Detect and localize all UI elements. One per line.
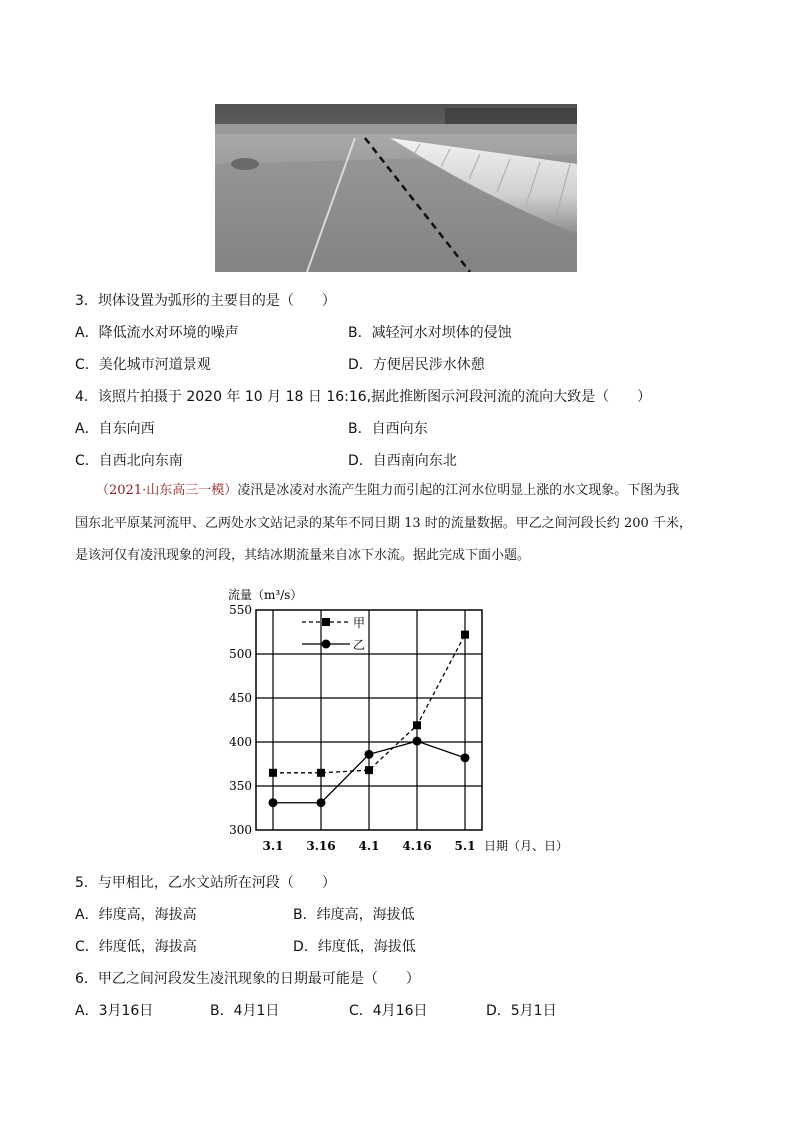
data-point-yi — [269, 798, 278, 807]
data-point-yi — [461, 753, 470, 762]
q3-option-b[interactable]: B．减轻河水对坝体的侵蚀 — [348, 325, 512, 341]
q6-option-a[interactable]: A．3月16日 — [75, 1003, 154, 1019]
source-tag: （2021·山东高三一模） — [96, 483, 238, 498]
q4-option-d[interactable]: D．自西南向东北 — [348, 453, 457, 469]
data-point-jia — [365, 766, 373, 774]
y-tick-label: 450 — [229, 691, 252, 705]
q4-option-b[interactable]: B．自西向东 — [348, 421, 428, 437]
q6-option-b[interactable]: B．4月1日 — [210, 1003, 280, 1019]
q3-option-a[interactable]: A．降低流水对环境的噪声 — [75, 325, 239, 341]
data-point-yi — [317, 798, 326, 807]
data-point-yi — [365, 750, 374, 759]
q5-stem: 5．与甲相比，乙水文站所在河段（ ） — [75, 875, 336, 891]
data-point-jia — [413, 721, 421, 729]
x-tick-label: 4.16 — [402, 839, 432, 853]
q3-option-c[interactable]: C．美化城市河道景观 — [75, 357, 211, 373]
legend-marker — [322, 618, 330, 626]
y-tick-label: 550 — [229, 603, 252, 617]
y-axis-label: 流量（m³/s） — [228, 588, 303, 602]
data-point-jia — [461, 631, 469, 639]
intro-line-1: （2021·山东高三一模）凌汛是冰凌对水流产生阻力而引起的江河水位明显上涨的水文现象。下图为我 — [96, 483, 680, 498]
legend-label: 甲 — [353, 616, 366, 630]
legend-marker — [322, 640, 331, 649]
data-point-jia — [269, 769, 277, 777]
q3-stem: 3．坝体设置为弧形的主要目的是（ ） — [75, 293, 336, 309]
dam-photo — [215, 104, 577, 272]
intro-line-2: 国东北平原某河流甲、乙两处水文站记录的某年不同日期 13 时的流量数据。甲乙之间河段长约 200 千米， — [75, 516, 692, 531]
flow-chart-svg — [226, 586, 576, 856]
q4-option-c[interactable]: C．自西北向东南 — [75, 453, 183, 469]
flow-chart — [226, 586, 576, 860]
q5-option-c[interactable]: C．纬度低，海拔高 — [75, 939, 197, 955]
x-tick-label: 5.1 — [454, 839, 476, 853]
q3-option-d[interactable]: D．方便居民涉水休憩 — [348, 357, 485, 373]
data-point-yi — [413, 737, 422, 746]
q5-option-d[interactable]: D．纬度低，海拔低 — [293, 939, 416, 955]
x-tick-label: 4.1 — [358, 839, 380, 853]
x-tick-label: 3.1 — [262, 839, 284, 853]
y-tick-label: 400 — [229, 735, 252, 749]
legend-label: 乙 — [353, 638, 366, 652]
y-tick-label: 350 — [229, 779, 252, 793]
data-point-jia — [317, 769, 325, 777]
q5-option-a[interactable]: A．纬度高，海拔高 — [75, 907, 197, 923]
q5-option-b[interactable]: B．纬度高，海拔低 — [293, 907, 415, 923]
y-tick-label: 500 — [229, 647, 252, 661]
q6-option-c[interactable]: C．4月16日 — [349, 1003, 428, 1019]
y-tick-label: 300 — [229, 823, 252, 837]
q6-stem: 6．甲乙之间河段发生凌汛现象的日期最可能是（ ） — [75, 971, 420, 987]
q6-option-d[interactable]: D．5月1日 — [486, 1003, 557, 1019]
x-axis-label: 日期（月、日） — [484, 839, 569, 853]
intro-line-3: 是该河仅有凌汛现象的河段，其结冰期流量来自冰下水流。据此完成下面小题。 — [75, 548, 531, 563]
q4-stem: 4．该照片拍摄于 2020 年 10 月 18 日 16:16,据此推断图示河段河流的流向大致是（ ） — [75, 389, 652, 405]
x-tick-label: 3.16 — [306, 839, 336, 853]
q4-option-a[interactable]: A．自东向西 — [75, 421, 155, 437]
